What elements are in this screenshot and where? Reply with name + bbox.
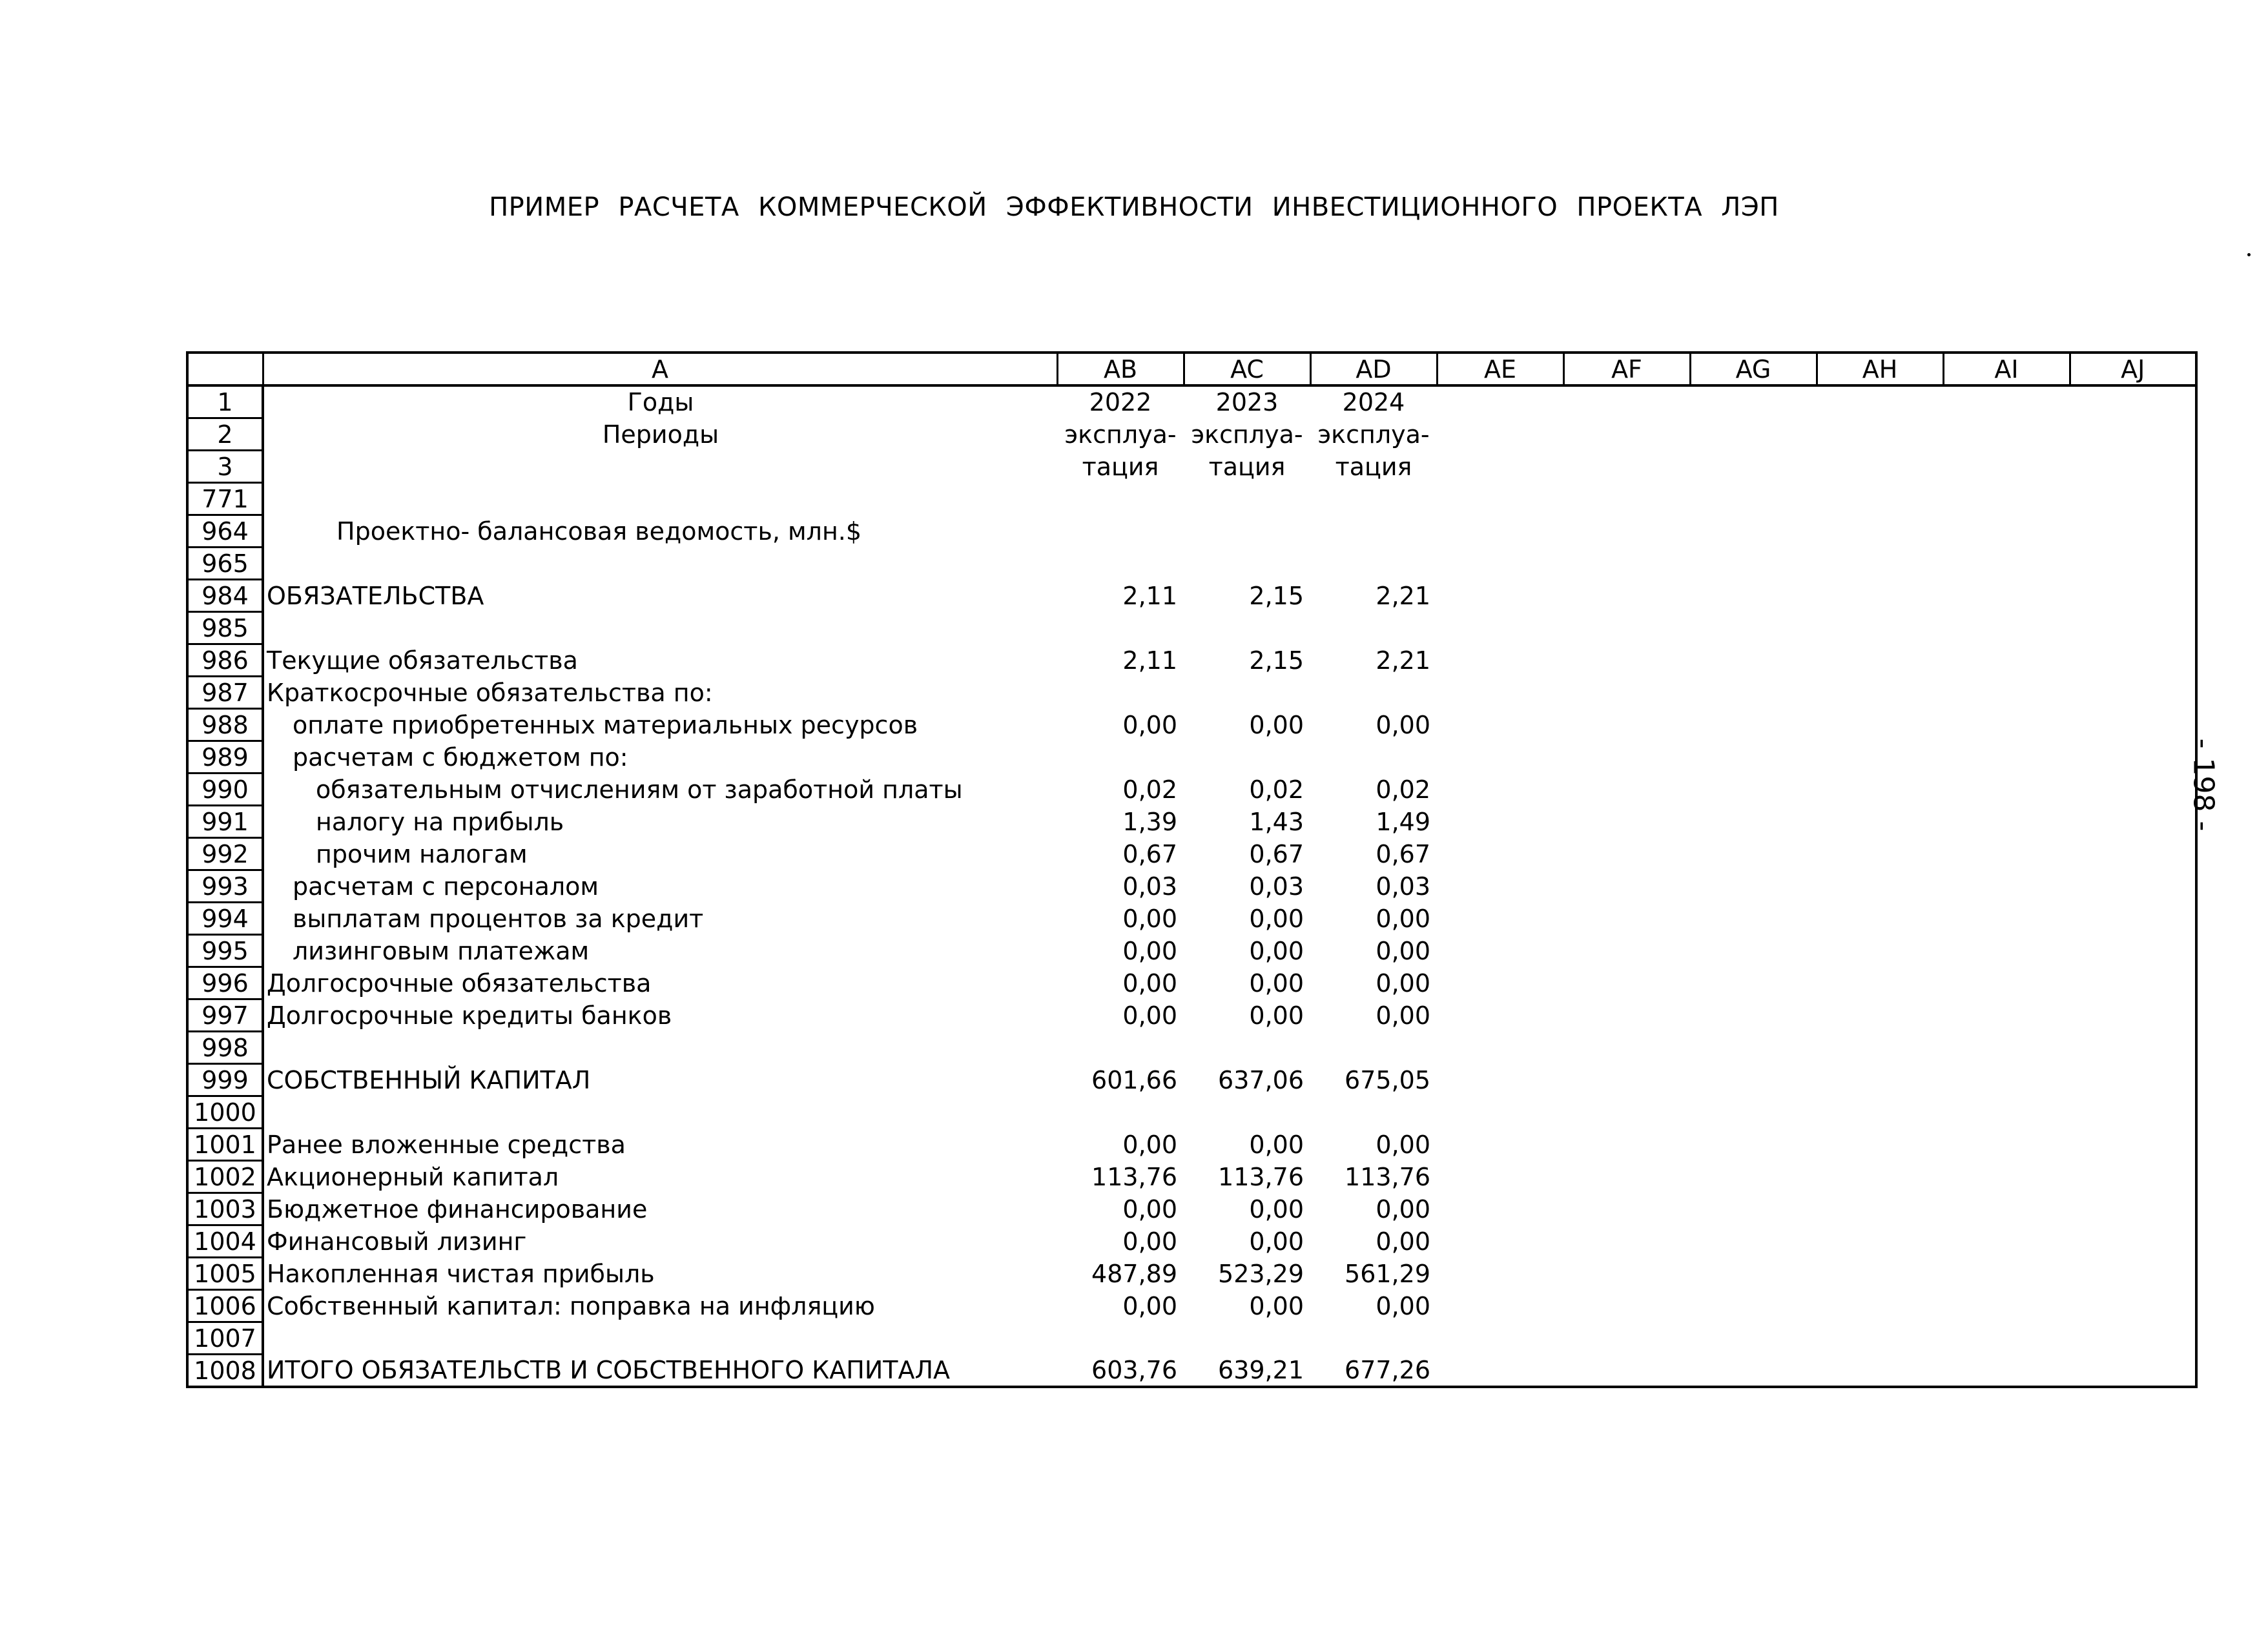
row-number[interactable]: 1001: [187, 1129, 263, 1161]
table-row: [187, 1193, 2196, 1225]
row-number[interactable]: 1006: [187, 1290, 263, 1322]
value-cell-ad[interactable]: 561,29: [1345, 1259, 1430, 1288]
section-title-cell[interactable]: Проектно- балансовая ведомость, млн.$: [336, 517, 862, 546]
value-cell-ad[interactable]: 0,00: [1376, 1227, 1430, 1256]
value-cell-ad[interactable]: 0,00: [1376, 1001, 1430, 1030]
row-number[interactable]: 1008: [187, 1355, 263, 1388]
row-number[interactable]: 1002: [187, 1161, 263, 1193]
label-cell[interactable]: Долгосрочные кредиты банков: [267, 1001, 672, 1030]
corner-cell[interactable]: [187, 353, 263, 385]
table-row: [187, 548, 2196, 580]
value-cell-ad[interactable]: 2,21: [1376, 581, 1430, 610]
table-row: [187, 903, 2196, 935]
value-cell-ac[interactable]: 0,00: [1249, 968, 1304, 998]
value-cell-ab[interactable]: 0,00: [1122, 1001, 1177, 1030]
empty-cells[interactable]: [1437, 903, 2196, 935]
row-number[interactable]: 989: [187, 741, 263, 773]
table-row: [187, 1032, 2196, 1064]
value-cell-ab[interactable]: 2,11: [1122, 646, 1177, 675]
row-number[interactable]: 985: [187, 612, 263, 644]
table-row: [187, 1225, 2196, 1258]
column-header-aj[interactable]: AJ: [2070, 353, 2196, 385]
empty-cells[interactable]: [1437, 515, 2196, 548]
empty-cells[interactable]: [263, 1322, 2196, 1355]
period-cell-ad[interactable]: тация: [1335, 452, 1412, 481]
value-cell-ab[interactable]: 487,89: [1091, 1259, 1177, 1288]
value-cell-ab[interactable]: 0,67: [1122, 839, 1177, 868]
value-cell-ad[interactable]: 0,00: [1376, 710, 1430, 739]
years-label-cell[interactable]: Годы: [627, 388, 694, 417]
row-number[interactable]: 993: [187, 870, 263, 903]
row-number[interactable]: 995: [187, 935, 263, 967]
value-cell-ac[interactable]: 0,03: [1249, 872, 1304, 901]
label-cell[interactable]: лизинговым платежам: [293, 936, 590, 965]
empty-cells[interactable]: [263, 1096, 2196, 1129]
label-cell[interactable]: Ранее вложенные средства: [267, 1130, 626, 1159]
table-row: [187, 967, 2196, 999]
table-row: [187, 612, 2196, 644]
empty-cells[interactable]: [1437, 1225, 2196, 1258]
row-number[interactable]: 1004: [187, 1225, 263, 1258]
empty-cells[interactable]: [1437, 580, 2196, 612]
label-cell[interactable]: выплатам процентов за кредит: [293, 904, 704, 933]
empty-cells[interactable]: [1437, 773, 2196, 806]
table-row: [187, 1161, 2196, 1193]
row-number[interactable]: 1: [187, 385, 263, 418]
table-row: [187, 1322, 2196, 1355]
value-cell-ac[interactable]: 0,00: [1249, 1194, 1304, 1224]
table-row: [187, 1129, 2196, 1161]
period-cell-ac[interactable]: тация: [1208, 452, 1286, 481]
row-number[interactable]: 996: [187, 967, 263, 999]
table-row: [187, 1096, 2196, 1129]
empty-cells[interactable]: [263, 612, 2196, 644]
empty-cells[interactable]: [263, 1032, 2196, 1064]
value-cell-ac[interactable]: 2,15: [1249, 646, 1304, 675]
row-number[interactable]: 997: [187, 999, 263, 1032]
empty-cells[interactable]: [263, 548, 2196, 580]
value-cell-ac[interactable]: 0,00: [1249, 936, 1304, 965]
value-cell-ab[interactable]: 2,11: [1122, 581, 1177, 610]
row-number[interactable]: 999: [187, 1064, 263, 1096]
value-cell-ac[interactable]: 637,06: [1218, 1065, 1304, 1094]
value-cell-ac[interactable]: 0,00: [1249, 904, 1304, 933]
row-number[interactable]: 771: [187, 483, 263, 515]
period-cell-ac[interactable]: эксплуа-: [1191, 420, 1303, 449]
periods-label-cell[interactable]: Периоды: [602, 420, 719, 449]
year-cell-ac[interactable]: 2023: [1215, 388, 1279, 417]
row-number[interactable]: 965: [187, 548, 263, 580]
value-cell-ab[interactable]: 0,00: [1122, 904, 1177, 933]
value-cell-ab[interactable]: 0,00: [1122, 936, 1177, 965]
table-row: [187, 644, 2196, 677]
value-cell-ab[interactable]: 0,02: [1122, 775, 1177, 804]
table-row: [187, 1064, 2196, 1096]
row-number[interactable]: 991: [187, 806, 263, 838]
label-cell[interactable]: [263, 451, 1057, 483]
column-header-ai[interactable]: AI: [1943, 353, 2070, 385]
label-cell[interactable]: Краткосрочные обязательства по:: [267, 678, 713, 707]
value-cell-ac[interactable]: 2,15: [1249, 581, 1304, 610]
row-number[interactable]: 988: [187, 709, 263, 741]
spreadsheet-table: [186, 351, 2198, 1388]
label-cell[interactable]: Финансовый лизинг: [267, 1227, 527, 1256]
value-cell-ad[interactable]: 0,00: [1376, 1130, 1430, 1159]
period-cell-ab[interactable]: тация: [1082, 452, 1159, 481]
label-cell[interactable]: Акционерный капитал: [267, 1162, 559, 1191]
empty-cells[interactable]: [1437, 999, 2196, 1032]
label-cell[interactable]: ОБЯЗАТЕЛЬСТВА: [267, 581, 484, 610]
value-cell-ab[interactable]: 0,00: [1122, 1194, 1177, 1224]
empty-cells[interactable]: [1057, 741, 2196, 773]
table-row: [187, 741, 2196, 773]
value-cell-ac[interactable]: 1,43: [1249, 807, 1304, 836]
row-number[interactable]: 992: [187, 838, 263, 870]
column-header-a[interactable]: A: [263, 353, 1057, 385]
column-header-ah[interactable]: AH: [1817, 353, 1943, 385]
empty-cells[interactable]: [1437, 935, 2196, 967]
empty-cells[interactable]: [1437, 1355, 2196, 1388]
empty-cells[interactable]: [1437, 1129, 2196, 1161]
empty-cells[interactable]: [1437, 1064, 2196, 1096]
label-cell[interactable]: Текущие обязательства: [267, 646, 578, 675]
row-number[interactable]: 998: [187, 1032, 263, 1064]
row-number[interactable]: 1007: [187, 1322, 263, 1355]
label-cell[interactable]: Накопленная чистая прибыль: [267, 1259, 655, 1288]
value-cell-ad[interactable]: 0,02: [1376, 775, 1430, 804]
value-cell-ab[interactable]: 0,00: [1122, 968, 1177, 998]
table-row: [187, 451, 2196, 483]
empty-cells[interactable]: [1057, 677, 2196, 709]
table-row: [187, 838, 2196, 870]
table-row: [187, 580, 2196, 612]
row-number[interactable]: 1003: [187, 1193, 263, 1225]
label-cell[interactable]: Собственный капитал: поправка на инфляцию: [267, 1291, 875, 1320]
table-row: [187, 1290, 2196, 1322]
column-header-ag[interactable]: AG: [1690, 353, 1817, 385]
table-row: [187, 773, 2196, 806]
value-cell-ad[interactable]: 0,00: [1376, 904, 1430, 933]
column-header-ad[interactable]: AD: [1310, 353, 1437, 385]
value-cell-ac[interactable]: 0,00: [1249, 1291, 1304, 1320]
value-cell-ad[interactable]: 2,21: [1376, 646, 1430, 675]
row-number[interactable]: 1000: [187, 1096, 263, 1129]
value-cell-ab[interactable]: 0,00: [1122, 1130, 1177, 1159]
value-cell-ad[interactable]: 113,76: [1345, 1162, 1430, 1191]
value-cell-ad[interactable]: 0,03: [1376, 872, 1430, 901]
document-title: ПРИМЕР РАСЧЕТА КОММЕРЧЕСКОЙ ЭФФЕКТИВНОСТИ ИНВЕСТИЦИОННОГО ПРОЕКТА ЛЭП: [489, 192, 1779, 222]
value-cell-ac[interactable]: 523,29: [1218, 1259, 1304, 1288]
value-cell-ac[interactable]: 0,02: [1249, 775, 1304, 804]
value-cell-ab[interactable]: 0,00: [1122, 1227, 1177, 1256]
table-row: [187, 999, 2196, 1032]
empty-cells[interactable]: [1437, 1290, 2196, 1322]
row-number[interactable]: 994: [187, 903, 263, 935]
label-cell[interactable]: налогу на прибыль: [316, 807, 564, 836]
value-cell-ac[interactable]: 0,00: [1249, 710, 1304, 739]
label-cell[interactable]: обязательным отчислениям от заработной платы: [316, 775, 963, 804]
value-cell-ab[interactable]: 0,03: [1122, 872, 1177, 901]
empty-cells[interactable]: [1437, 451, 2196, 483]
value-cell-ac[interactable]: 0,00: [1249, 1227, 1304, 1256]
empty-cells[interactable]: [263, 483, 2196, 515]
column-header-row: [187, 353, 2196, 385]
value-cell-ad[interactable]: 0,00: [1376, 936, 1430, 965]
label-cell[interactable]: Долгосрочные обязательства: [267, 968, 652, 998]
row-number[interactable]: 987: [187, 677, 263, 709]
table-row: [187, 677, 2196, 709]
table-row: [187, 515, 2196, 548]
table-row: [187, 385, 2196, 418]
empty-cells[interactable]: [1437, 1161, 2196, 1193]
value-cell-ab[interactable]: 113,76: [1091, 1162, 1177, 1191]
page-number: - 198 -: [2187, 738, 2220, 832]
table-row: [187, 709, 2196, 741]
row-number[interactable]: 986: [187, 644, 263, 677]
value-cell-ad[interactable]: 1,49: [1376, 807, 1430, 836]
empty-cells[interactable]: [1437, 709, 2196, 741]
year-cell-ad[interactable]: 2024: [1342, 388, 1405, 417]
column-header-ab[interactable]: AB: [1057, 353, 1184, 385]
label-cell[interactable]: оплате приобретенных материальных ресурсов: [293, 710, 918, 739]
value-cell-ab[interactable]: 0,00: [1122, 1291, 1177, 1320]
value-cell-ad[interactable]: 677,26: [1345, 1355, 1430, 1384]
table-row: [187, 1355, 2196, 1388]
table-row: [187, 483, 2196, 515]
value-cell-ac[interactable]: 113,76: [1218, 1162, 1304, 1191]
value-cell-ad[interactable]: 0,00: [1376, 1194, 1430, 1224]
value-cell-ac[interactable]: 0,00: [1249, 1001, 1304, 1030]
row-number[interactable]: 1005: [187, 1258, 263, 1290]
empty-cells[interactable]: [1437, 385, 2196, 418]
value-cell-ab[interactable]: 603,76: [1091, 1355, 1177, 1384]
label-cell[interactable]: прочим налогам: [316, 839, 528, 868]
empty-cells[interactable]: [1437, 838, 2196, 870]
empty-cells[interactable]: [1437, 967, 2196, 999]
value-cell-ab[interactable]: 0,00: [1122, 710, 1177, 739]
label-cell[interactable]: СОБСТВЕННЫЙ КАПИТАЛ: [267, 1065, 591, 1094]
table-row: [187, 806, 2196, 838]
row-number[interactable]: 2: [187, 418, 263, 451]
empty-cells[interactable]: [1437, 1258, 2196, 1290]
empty-cells[interactable]: [1437, 806, 2196, 838]
row-number[interactable]: 984: [187, 580, 263, 612]
empty-cells[interactable]: [1437, 1193, 2196, 1225]
row-number[interactable]: 3: [187, 451, 263, 483]
table-row: [187, 870, 2196, 903]
period-cell-ab[interactable]: эксплуа-: [1064, 420, 1177, 449]
year-cell-ab[interactable]: 2022: [1089, 388, 1152, 417]
empty-cells[interactable]: [1437, 644, 2196, 677]
value-cell-ad[interactable]: 0,00: [1376, 968, 1430, 998]
table-row: [187, 935, 2196, 967]
value-cell-ab[interactable]: 1,39: [1122, 807, 1177, 836]
empty-cells[interactable]: [1437, 418, 2196, 451]
row-number[interactable]: 990: [187, 773, 263, 806]
empty-cells[interactable]: [1437, 870, 2196, 903]
column-header-ac[interactable]: AC: [1184, 353, 1310, 385]
table-row: [187, 418, 2196, 451]
table-row: [187, 1258, 2196, 1290]
row-number[interactable]: 964: [187, 515, 263, 548]
column-header-af[interactable]: AF: [1563, 353, 1690, 385]
scan-dot: [2247, 253, 2251, 256]
label-cell[interactable]: расчетам с бюджетом по:: [293, 743, 628, 772]
value-cell-ac[interactable]: 0,00: [1249, 1130, 1304, 1159]
period-cell-ad[interactable]: эксплуа-: [1317, 420, 1430, 449]
column-header-ae[interactable]: AE: [1437, 353, 1563, 385]
value-cell-ad[interactable]: 0,00: [1376, 1291, 1430, 1320]
value-cell-ac[interactable]: 0,67: [1249, 839, 1304, 868]
value-cell-ac[interactable]: 639,21: [1218, 1355, 1304, 1384]
label-cell[interactable]: Бюджетное финансирование: [267, 1194, 648, 1224]
label-cell[interactable]: расчетам с персоналом: [293, 872, 599, 901]
value-cell-ad[interactable]: 675,05: [1345, 1065, 1430, 1094]
label-cell[interactable]: ИТОГО ОБЯЗАТЕЛЬСТВ И СОБСТВЕННОГО КАПИТАЛА: [267, 1355, 951, 1384]
value-cell-ab[interactable]: 601,66: [1091, 1065, 1177, 1094]
value-cell-ad[interactable]: 0,67: [1376, 839, 1430, 868]
